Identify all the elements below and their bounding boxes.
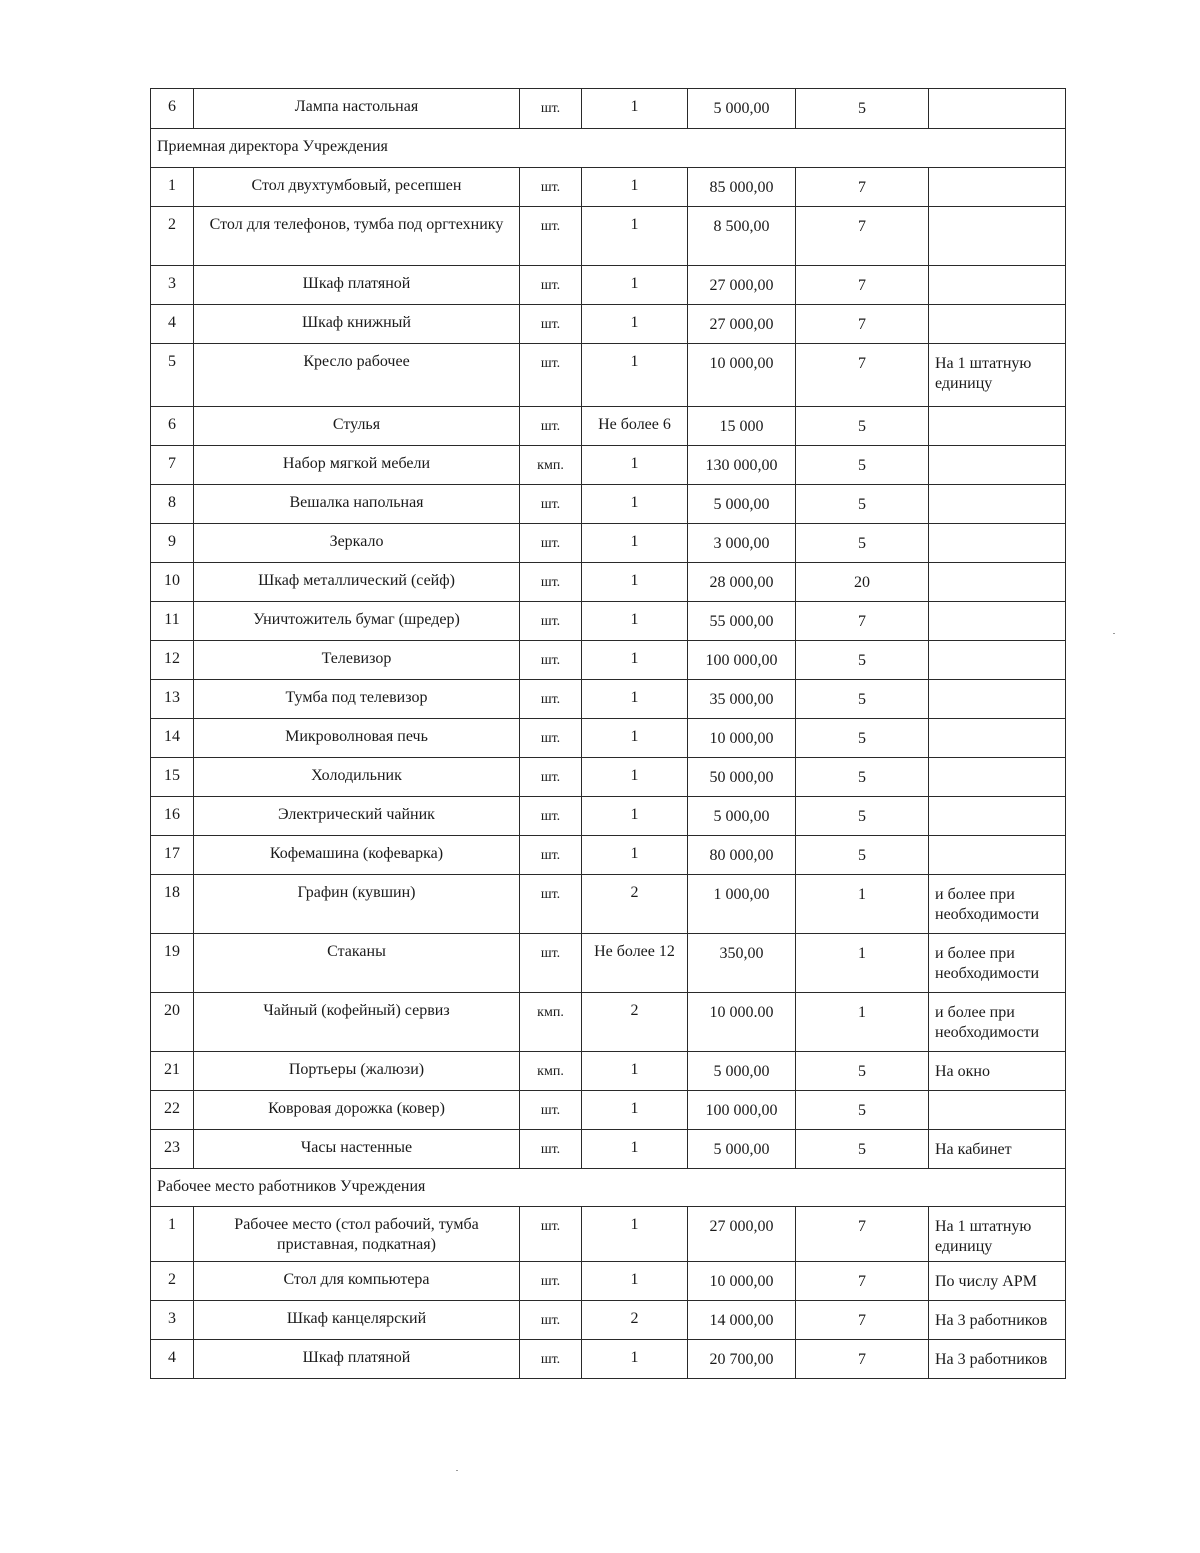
section-title: Приемная директора Учреждения — [151, 129, 1066, 168]
cell-name: Шкаф платяной — [194, 1340, 520, 1379]
section-title: Рабочее место работников Учреждения — [151, 1169, 1066, 1207]
cell-qty: 1 — [582, 305, 688, 344]
cell-note — [929, 1091, 1066, 1130]
cell-price: 8 500,00 — [688, 207, 796, 266]
cell-price: 100 000,00 — [688, 641, 796, 680]
cell-qty: 1 — [582, 1091, 688, 1130]
cell-num: 15 — [151, 758, 194, 797]
table-row — [151, 168, 1066, 207]
cell-unit: шт. — [520, 344, 582, 407]
cell-term: 5 — [796, 407, 929, 446]
cell-unit: шт. — [520, 1130, 582, 1169]
cell-name: Стол двухтумбовый, ресепшен — [194, 168, 520, 207]
cell-note — [929, 168, 1066, 207]
cell-name: Стол для телефонов, тумба под оргтехнику — [194, 207, 520, 266]
cell-unit: кмп. — [520, 993, 582, 1052]
cell-term: 5 — [796, 836, 929, 875]
cell-qty: 2 — [582, 1301, 688, 1340]
cell-num: 21 — [151, 1052, 194, 1091]
cell-note: и более при необходимости — [929, 875, 1066, 934]
cell-note — [929, 524, 1066, 563]
cell-name: Лампа настольная — [194, 89, 520, 129]
cell-qty: 1 — [582, 89, 688, 129]
cell-name: Телевизор — [194, 641, 520, 680]
cell-name: Чайный (кофейный) сервиз — [194, 993, 520, 1052]
cell-num: 7 — [151, 446, 194, 485]
cell-price: 27 000,00 — [688, 1207, 796, 1262]
cell-qty: Не более 6 — [582, 407, 688, 446]
cell-term: 1 — [796, 875, 929, 934]
cell-price: 10 000,00 — [688, 1262, 796, 1301]
cell-qty: 2 — [582, 875, 688, 934]
table-row — [151, 1207, 1066, 1262]
cell-note: и более при необходимости — [929, 993, 1066, 1052]
cell-note — [929, 602, 1066, 641]
cell-name: Рабочее место (стол рабочий, тумба приставная, подкатная) — [194, 1207, 520, 1262]
table-row — [151, 524, 1066, 563]
cell-price: 85 000,00 — [688, 168, 796, 207]
section-header-row — [151, 1169, 1066, 1207]
cell-qty: 1 — [582, 524, 688, 563]
cell-name: Стулья — [194, 407, 520, 446]
cell-qty: 1 — [582, 344, 688, 407]
cell-term: 7 — [796, 1262, 929, 1301]
cell-name: Кресло рабочее — [194, 344, 520, 407]
cell-term: 20 — [796, 563, 929, 602]
cell-price: 27 000,00 — [688, 305, 796, 344]
table-row — [151, 797, 1066, 836]
cell-qty: Не более 12 — [582, 934, 688, 993]
cell-name: Электрический чайник — [194, 797, 520, 836]
cell-qty: 1 — [582, 266, 688, 305]
cell-term: 1 — [796, 934, 929, 993]
cell-num: 14 — [151, 719, 194, 758]
cell-price: 20 700,00 — [688, 1340, 796, 1379]
cell-qty: 1 — [582, 1262, 688, 1301]
cell-note: На 1 штатную единицу — [929, 1207, 1066, 1262]
table-row — [151, 563, 1066, 602]
cell-name: Микроволновая печь — [194, 719, 520, 758]
cell-num: 4 — [151, 1340, 194, 1379]
cell-term: 7 — [796, 1207, 929, 1262]
cell-unit: шт. — [520, 1207, 582, 1262]
cell-price: 55 000,00 — [688, 602, 796, 641]
cell-num: 13 — [151, 680, 194, 719]
cell-name: Кофемашина (кофеварка) — [194, 836, 520, 875]
table-row — [151, 207, 1066, 266]
cell-term: 7 — [796, 266, 929, 305]
cell-name: Шкаф платяной — [194, 266, 520, 305]
cell-term: 7 — [796, 602, 929, 641]
cell-note: На 3 работников — [929, 1301, 1066, 1340]
table-row — [151, 1130, 1066, 1169]
cell-note — [929, 836, 1066, 875]
cell-price: 5 000,00 — [688, 797, 796, 836]
cell-unit: шт. — [520, 602, 582, 641]
cell-num: 6 — [151, 89, 194, 129]
cell-price: 5 000,00 — [688, 1052, 796, 1091]
cell-note — [929, 680, 1066, 719]
cell-num: 11 — [151, 602, 194, 641]
cell-term: 5 — [796, 680, 929, 719]
cell-unit: шт. — [520, 719, 582, 758]
cell-price: 10 000,00 — [688, 719, 796, 758]
cell-note: На 1 штатную единицу — [929, 344, 1066, 407]
cell-name: Графин (кувшин) — [194, 875, 520, 934]
table-row — [151, 680, 1066, 719]
table-row — [151, 1262, 1066, 1301]
cell-price: 5 000,00 — [688, 1130, 796, 1169]
cell-num: 3 — [151, 266, 194, 305]
cell-num: 1 — [151, 168, 194, 207]
table-row — [151, 602, 1066, 641]
cell-unit: шт. — [520, 1340, 582, 1379]
scan-speck — [456, 1470, 458, 1471]
cell-note — [929, 797, 1066, 836]
cell-note — [929, 207, 1066, 266]
cell-qty: 1 — [582, 680, 688, 719]
cell-term: 5 — [796, 758, 929, 797]
cell-price: 5 000,00 — [688, 89, 796, 129]
cell-name: Уничтожитель бумаг (шредер) — [194, 602, 520, 641]
table-row — [151, 344, 1066, 407]
cell-num: 20 — [151, 993, 194, 1052]
table-row — [151, 836, 1066, 875]
cell-qty: 1 — [582, 836, 688, 875]
cell-price: 80 000,00 — [688, 836, 796, 875]
cell-price: 10 000,00 — [688, 344, 796, 407]
cell-note — [929, 266, 1066, 305]
cell-num: 23 — [151, 1130, 194, 1169]
cell-note — [929, 485, 1066, 524]
cell-price: 3 000,00 — [688, 524, 796, 563]
cell-term: 7 — [796, 344, 929, 407]
cell-unit: шт. — [520, 207, 582, 266]
cell-unit: кмп. — [520, 1052, 582, 1091]
cell-unit: шт. — [520, 524, 582, 563]
cell-num: 18 — [151, 875, 194, 934]
cell-unit: шт. — [520, 89, 582, 129]
cell-qty: 1 — [582, 758, 688, 797]
cell-num: 2 — [151, 1262, 194, 1301]
cell-qty: 1 — [582, 641, 688, 680]
cell-unit: шт. — [520, 934, 582, 993]
cell-name: Стол для компьютера — [194, 1262, 520, 1301]
cell-name: Шкаф металлический (сейф) — [194, 563, 520, 602]
cell-name: Стаканы — [194, 934, 520, 993]
cell-qty: 1 — [582, 797, 688, 836]
cell-name: Часы настенные — [194, 1130, 520, 1169]
table-row — [151, 934, 1066, 993]
cell-qty: 1 — [582, 1207, 688, 1262]
scan-speck — [1113, 633, 1115, 634]
cell-term: 5 — [796, 1052, 929, 1091]
cell-unit: шт. — [520, 407, 582, 446]
cell-qty: 1 — [582, 602, 688, 641]
cell-num: 12 — [151, 641, 194, 680]
inventory-table — [150, 88, 1066, 1379]
cell-num: 17 — [151, 836, 194, 875]
cell-term: 5 — [796, 1091, 929, 1130]
cell-note — [929, 305, 1066, 344]
cell-note: По числу АРМ — [929, 1262, 1066, 1301]
cell-price: 14 000,00 — [688, 1301, 796, 1340]
table-row — [151, 89, 1066, 129]
table-row — [151, 1301, 1066, 1340]
cell-name: Портьеры (жалюзи) — [194, 1052, 520, 1091]
cell-qty: 1 — [582, 1052, 688, 1091]
cell-num: 16 — [151, 797, 194, 836]
cell-name: Тумба под телевизор — [194, 680, 520, 719]
cell-price: 10 000.00 — [688, 993, 796, 1052]
cell-unit: шт. — [520, 797, 582, 836]
table-row — [151, 446, 1066, 485]
cell-qty: 1 — [582, 719, 688, 758]
cell-num: 1 — [151, 1207, 194, 1262]
table-row — [151, 875, 1066, 934]
cell-note: и более при необходимости — [929, 934, 1066, 993]
cell-unit: шт. — [520, 680, 582, 719]
cell-name: Вешалка напольная — [194, 485, 520, 524]
cell-note — [929, 563, 1066, 602]
cell-note: На кабинет — [929, 1130, 1066, 1169]
cell-price: 100 000,00 — [688, 1091, 796, 1130]
cell-name: Шкаф книжный — [194, 305, 520, 344]
cell-num: 5 — [151, 344, 194, 407]
cell-unit: шт. — [520, 305, 582, 344]
table-row — [151, 1052, 1066, 1091]
cell-num: 2 — [151, 207, 194, 266]
table-row — [151, 993, 1066, 1052]
cell-term: 7 — [796, 1301, 929, 1340]
cell-price: 50 000,00 — [688, 758, 796, 797]
cell-num: 22 — [151, 1091, 194, 1130]
cell-term: 5 — [796, 719, 929, 758]
cell-price: 28 000,00 — [688, 563, 796, 602]
table-row — [151, 266, 1066, 305]
table-row — [151, 1091, 1066, 1130]
cell-unit: кмп. — [520, 446, 582, 485]
cell-num: 6 — [151, 407, 194, 446]
cell-note — [929, 446, 1066, 485]
cell-term: 7 — [796, 207, 929, 266]
cell-qty: 1 — [582, 207, 688, 266]
cell-num: 4 — [151, 305, 194, 344]
cell-note — [929, 89, 1066, 129]
cell-note — [929, 641, 1066, 680]
cell-name: Шкаф канцелярский — [194, 1301, 520, 1340]
cell-qty: 1 — [582, 446, 688, 485]
cell-qty: 1 — [582, 1340, 688, 1379]
cell-unit: шт. — [520, 1262, 582, 1301]
cell-qty: 2 — [582, 993, 688, 1052]
cell-price: 27 000,00 — [688, 266, 796, 305]
cell-note — [929, 407, 1066, 446]
cell-term: 5 — [796, 641, 929, 680]
inventory-table-body — [151, 89, 1066, 1379]
table-row — [151, 1340, 1066, 1379]
cell-note — [929, 758, 1066, 797]
table-row — [151, 641, 1066, 680]
cell-term: 5 — [796, 485, 929, 524]
cell-qty: 1 — [582, 1130, 688, 1169]
cell-unit: шт. — [520, 563, 582, 602]
cell-unit: шт. — [520, 266, 582, 305]
section-header-row — [151, 129, 1066, 168]
cell-note: На 3 работников — [929, 1340, 1066, 1379]
table-row — [151, 407, 1066, 446]
cell-unit: шт. — [520, 1301, 582, 1340]
cell-price: 1 000,00 — [688, 875, 796, 934]
cell-num: 8 — [151, 485, 194, 524]
cell-unit: шт. — [520, 1091, 582, 1130]
cell-term: 5 — [796, 89, 929, 129]
cell-name: Ковровая дорожка (ковер) — [194, 1091, 520, 1130]
cell-qty: 1 — [582, 485, 688, 524]
cell-price: 15 000 — [688, 407, 796, 446]
cell-name: Зеркало — [194, 524, 520, 563]
cell-unit: шт. — [520, 836, 582, 875]
table-row — [151, 719, 1066, 758]
cell-num: 3 — [151, 1301, 194, 1340]
cell-price: 5 000,00 — [688, 485, 796, 524]
cell-unit: шт. — [520, 758, 582, 797]
cell-qty: 1 — [582, 563, 688, 602]
cell-qty: 1 — [582, 168, 688, 207]
cell-num: 19 — [151, 934, 194, 993]
cell-term: 5 — [796, 1130, 929, 1169]
table-row — [151, 485, 1066, 524]
table-row — [151, 758, 1066, 797]
cell-term: 5 — [796, 524, 929, 563]
cell-unit: шт. — [520, 485, 582, 524]
cell-term: 7 — [796, 1340, 929, 1379]
cell-unit: шт. — [520, 641, 582, 680]
cell-name: Холодильник — [194, 758, 520, 797]
cell-price: 35 000,00 — [688, 680, 796, 719]
cell-price: 350,00 — [688, 934, 796, 993]
cell-term: 1 — [796, 993, 929, 1052]
cell-term: 7 — [796, 305, 929, 344]
cell-term: 5 — [796, 797, 929, 836]
cell-num: 9 — [151, 524, 194, 563]
cell-unit: шт. — [520, 875, 582, 934]
cell-price: 130 000,00 — [688, 446, 796, 485]
cell-note — [929, 719, 1066, 758]
cell-term: 7 — [796, 168, 929, 207]
cell-term: 5 — [796, 446, 929, 485]
cell-num: 10 — [151, 563, 194, 602]
cell-note: На окно — [929, 1052, 1066, 1091]
table-row — [151, 305, 1066, 344]
cell-unit: шт. — [520, 168, 582, 207]
cell-name: Набор мягкой мебели — [194, 446, 520, 485]
